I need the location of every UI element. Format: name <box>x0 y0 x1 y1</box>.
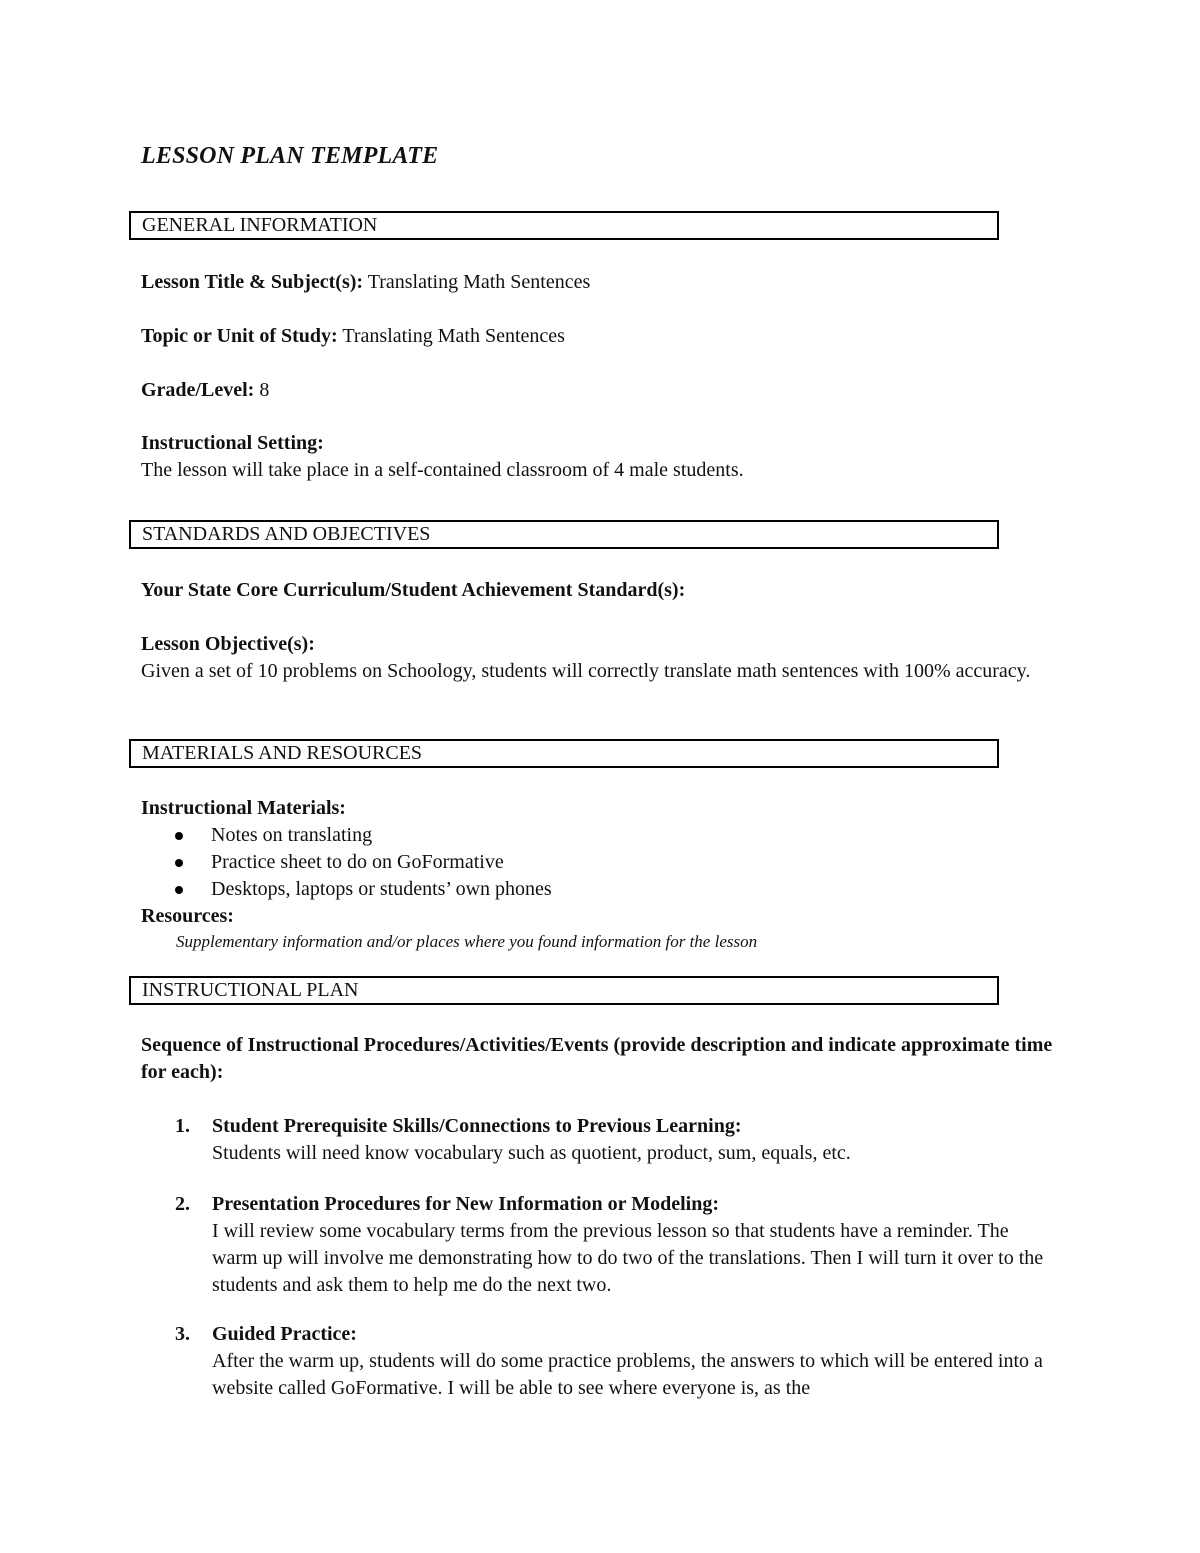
list-item <box>141 1191 1071 1301</box>
lesson-title-row <box>141 269 590 296</box>
bullet-icon <box>175 832 183 840</box>
topic-row <box>141 323 565 350</box>
step-body: After the warm up, students will do some practice problems, the answers to which will be entered into a website called GoFormative. I will be able to see where everyone is, as the <box>212 1350 1043 1399</box>
topic-value: Translating Math Sentences <box>342 325 565 347</box>
objective-value: Given a set of 10 problems on Schoology, students will correctly translate math sentences with 100% accuracy. <box>141 660 1031 682</box>
step-heading: Presentation Procedures for New Information or Modeling: <box>212 1193 719 1215</box>
step-body: Students will need know vocabulary such as quotient, product, sum, equals, etc. <box>212 1142 851 1164</box>
topic-label: Topic or Unit of Study: <box>141 325 338 347</box>
objective-label: Lesson Objective(s): <box>141 633 315 655</box>
resources-label: Resources: <box>141 905 234 927</box>
step-number: 1. <box>175 1115 190 1137</box>
list-item: Notes on translating <box>141 822 552 849</box>
section-header-materials-resources <box>129 739 999 768</box>
bullet-icon <box>175 859 183 867</box>
document-title: LESSON PLAN TEMPLATE <box>141 143 439 169</box>
section-header-standards-objectives <box>129 520 999 549</box>
list-item: Practice sheet to do on GoFormative <box>141 849 552 876</box>
section-header-instructional-plan <box>129 976 999 1005</box>
section-header-general-information <box>129 211 999 240</box>
step-number: 2. <box>175 1193 190 1215</box>
step-number: 3. <box>175 1323 190 1345</box>
step-heading: Student Prerequisite Skills/Connections to Previous Learning: <box>212 1115 742 1137</box>
core-standards-label: Your State Core Curriculum/Student Achievement Standard(s): <box>141 579 686 601</box>
section-header-label: GENERAL INFORMATION <box>142 214 378 236</box>
section-header-label: INSTRUCTIONAL PLAN <box>142 979 359 1001</box>
bullet-icon <box>175 886 183 894</box>
setting-label: Instructional Setting: <box>141 432 324 454</box>
materials-list <box>141 822 552 903</box>
section-header-label: MATERIALS AND RESOURCES <box>142 742 423 764</box>
lesson-title-label: Lesson Title & Subject(s): <box>141 271 364 293</box>
resources-note: Supplementary information and/or places where you found information for the lesson <box>176 932 758 951</box>
instructional-materials-label: Instructional Materials: <box>141 797 346 819</box>
step-body: I will review some vocabulary terms from the previous lesson so that students have a reminder. The warm up will involve me demonstrating how to do two of the translations. Then I will turn it over to the students and ask them to help me do the next two. <box>212 1220 1044 1296</box>
setting-value: The lesson will take place in a self-contained classroom of 4 male students. <box>141 459 744 481</box>
lesson-title-value: Translating Math Sentences <box>367 271 591 293</box>
list-item: Desktops, laptops or students’ own phones <box>141 876 552 903</box>
step-heading: Guided Practice: <box>212 1323 357 1345</box>
section-header-label: STANDARDS AND OBJECTIVES <box>142 523 431 545</box>
list-item <box>141 1321 1071 1406</box>
grade-value: 8 <box>259 379 270 401</box>
list-item <box>141 1113 1071 1173</box>
grade-row <box>141 377 269 404</box>
grade-label: Grade/Level: <box>141 379 255 401</box>
sequence-label: Sequence of Instructional Procedures/Activities/Events (provide description and indicate approximate time for each): <box>141 1034 1053 1083</box>
